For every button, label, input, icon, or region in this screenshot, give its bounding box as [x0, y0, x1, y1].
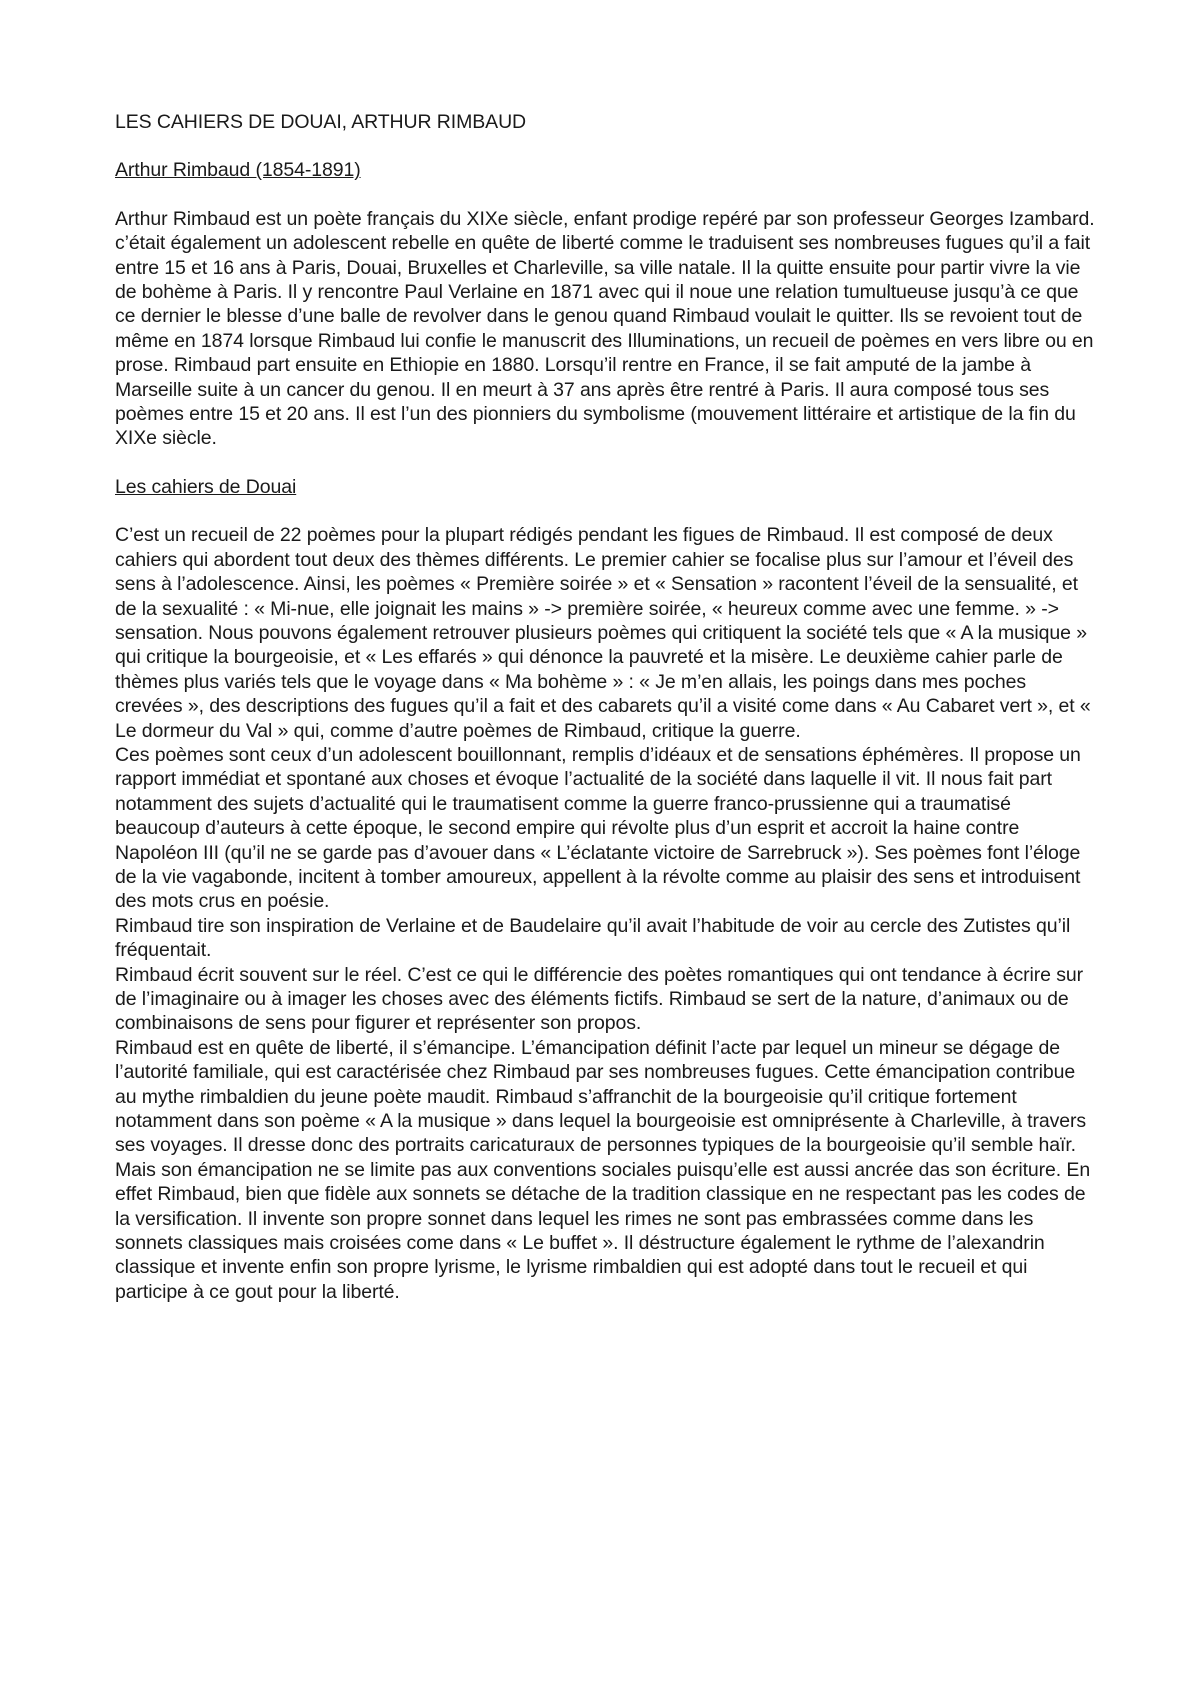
paragraph: C’est un recueil de 22 poèmes pour la plupart rédigés pendant les figues de Rimbaud. Il est composé de deux cahiers qui abordent tout deux des thèmes différents. Le premier cahier se focalise plus sur l’amour et l’éveil des sens à l’adolescence. Ainsi, les poèmes « Première soirée » et « Sensation » racontent l’éveil de la sensualité, et de la sexualité : « Mi-nue, elle joignait les mains » -> première soirée, « heureux comme avec une femme. » -> sensation. Nous pouvons également retrouver plusieurs poèmes qui critiquent la société tels que « A la musique » qui critique la bourgeoisie, et « Les effarés » qui dénonce la pauvreté et la misère. Le deuxième cahier parle de thèmes plus variés tels que le voyage dans « Ma bohème » : « Je m’en allais, les poings dans mes poches crevées », des descriptions des fugues qu’il a fait et des cabarets qu’il a visité come dans « Au Cabaret vert », et « Le dormeur du Val » qui, comme d’autre poèmes de Rimbaud, critique la guerre. — [115, 524, 1091, 742]
paragraph: Ces poèmes sont ceux d’un adolescent bouillonnant, remplis d’idéaux et de sensations éphémères. Il propose un rapport immédiat et spontané aux choses et évoque l’actualité de la société dans laquelle il vit. Il nous fait part notamment des sujets d’actualité qui le traumatisent comme la guerre franco-prussienne qui a traumatisé beaucoup d’auteurs à cette époque, le second empire qui révolte plus d’un esprit et accroit la haine contre Napoléon III (qu’il ne se garde pas d’avouer dans « L’éclatante victoire de Sarrebruck »). Ses poèmes font l’éloge de la vie vagabonde, incitent à tomber amoureux, appellent à la révolte comme au plaisir des sens et introduisent des mots crus en poésie. — [115, 743, 1081, 913]
paragraph: Rimbaud tire son inspiration de Verlaine et de Baudelaire qu’il avait l’habitude de voir au cercle des Zutistes qu’il fréquentait. — [115, 914, 1071, 962]
document-page — [115, 110, 1095, 1304]
biography-body — [115, 207, 1095, 451]
section-heading-cahiers: Les cahiers de Douai — [115, 475, 297, 498]
section-cahiers — [115, 475, 1095, 1304]
section-biography — [115, 158, 1095, 450]
cahiers-body — [115, 523, 1095, 1304]
paragraph: Arthur Rimbaud est un poète français du XIXe siècle, enfant prodige repéré par son professeur Georges Izambard. c’était également un adolescent rebelle en quête de liberté comme le traduisent ses nombreuses fugues qu’il a fait entre 15 et 16 ans à Paris, Douai, Bruxelles et Charleville, sa ville natale. Il la quitte ensuite pour partir vivre la vie de bohème à Paris. Il y rencontre Paul Verlaine en 1871 avec qui il noue une relation tumultueuse jusqu’à ce que ce dernier le blesse d’une balle de revolver dans le genou quand Rimbaud voulait le quitter. Ils se revoient tout de même en 1874 lorsque Rimbaud lui confie le manuscrit des Illuminations, un recueil de poèmes en vers libre ou en prose. Rimbaud part ensuite en Ethiopie en 1880. Lorsqu’il rentre en France, il se fait amputé de la jambe à Marseille suite à un cancer du genou. Il en meurt à 37 ans après être rentré à Paris. Il aura composé tous ses poèmes entre 15 et 20 ans. Il est l’un des pionniers du symbolisme (mouvement littéraire et artistique de la fin du XIXe siècle. — [115, 207, 1095, 450]
paragraph: Rimbaud écrit souvent sur le réel. C’est ce qui le différencie des poètes romantiques qui ont tendance à écrire sur de l’imaginaire ou à imager les choses avec des éléments fictifs. Rimbaud se sert de la nature, d’animaux ou de combinaisons de sens pour figurer et représenter son propos. — [115, 963, 1084, 1035]
section-heading-biography: Arthur Rimbaud (1854-1891) — [115, 159, 361, 182]
paragraph: Rimbaud est en quête de liberté, il s’émancipe. L’émancipation définit l’acte par lequel un mineur se dégage de l’autorité familiale, qui est caractérisée chez Rimbaud par ses nombreuses fugues. Cette émancipation contribue au mythe rimbaldien du jeune poète maudit. Rimbaud s’affranchit de la bourgeoisie qu’il critique fortement notamment dans son poème « A la musique » dans lequel la bourgeoisie est omniprésente à Charleville, à travers ses voyages. Il dresse donc des portraits caricaturaux de personnes typiques de la bourgeoisie qu’il semble haïr. Mais son émancipation ne se limite pas aux conventions sociales puisqu’elle est aussi ancrée das son écriture. En effet Rimbaud, bien que fidèle aux sonnets se détache de la tradition classique en ne respectant pas les codes de la versification. Il invente son propre sonnet dans lequel les rimes ne sont pas embrassées comme dans les sonnets classiques mais croisées come dans « Le buffet ». Il déstructure également le rythme de l’alexandrin classique et invente enfin son propre lyrisme, le lyrisme rimbaldien qui est adopté dans tout le recueil et qui participe à ce gout pour la liberté. — [115, 1036, 1091, 1303]
document-title: LES CAHIERS DE DOUAI, ARTHUR RIMBAUD — [115, 111, 527, 133]
